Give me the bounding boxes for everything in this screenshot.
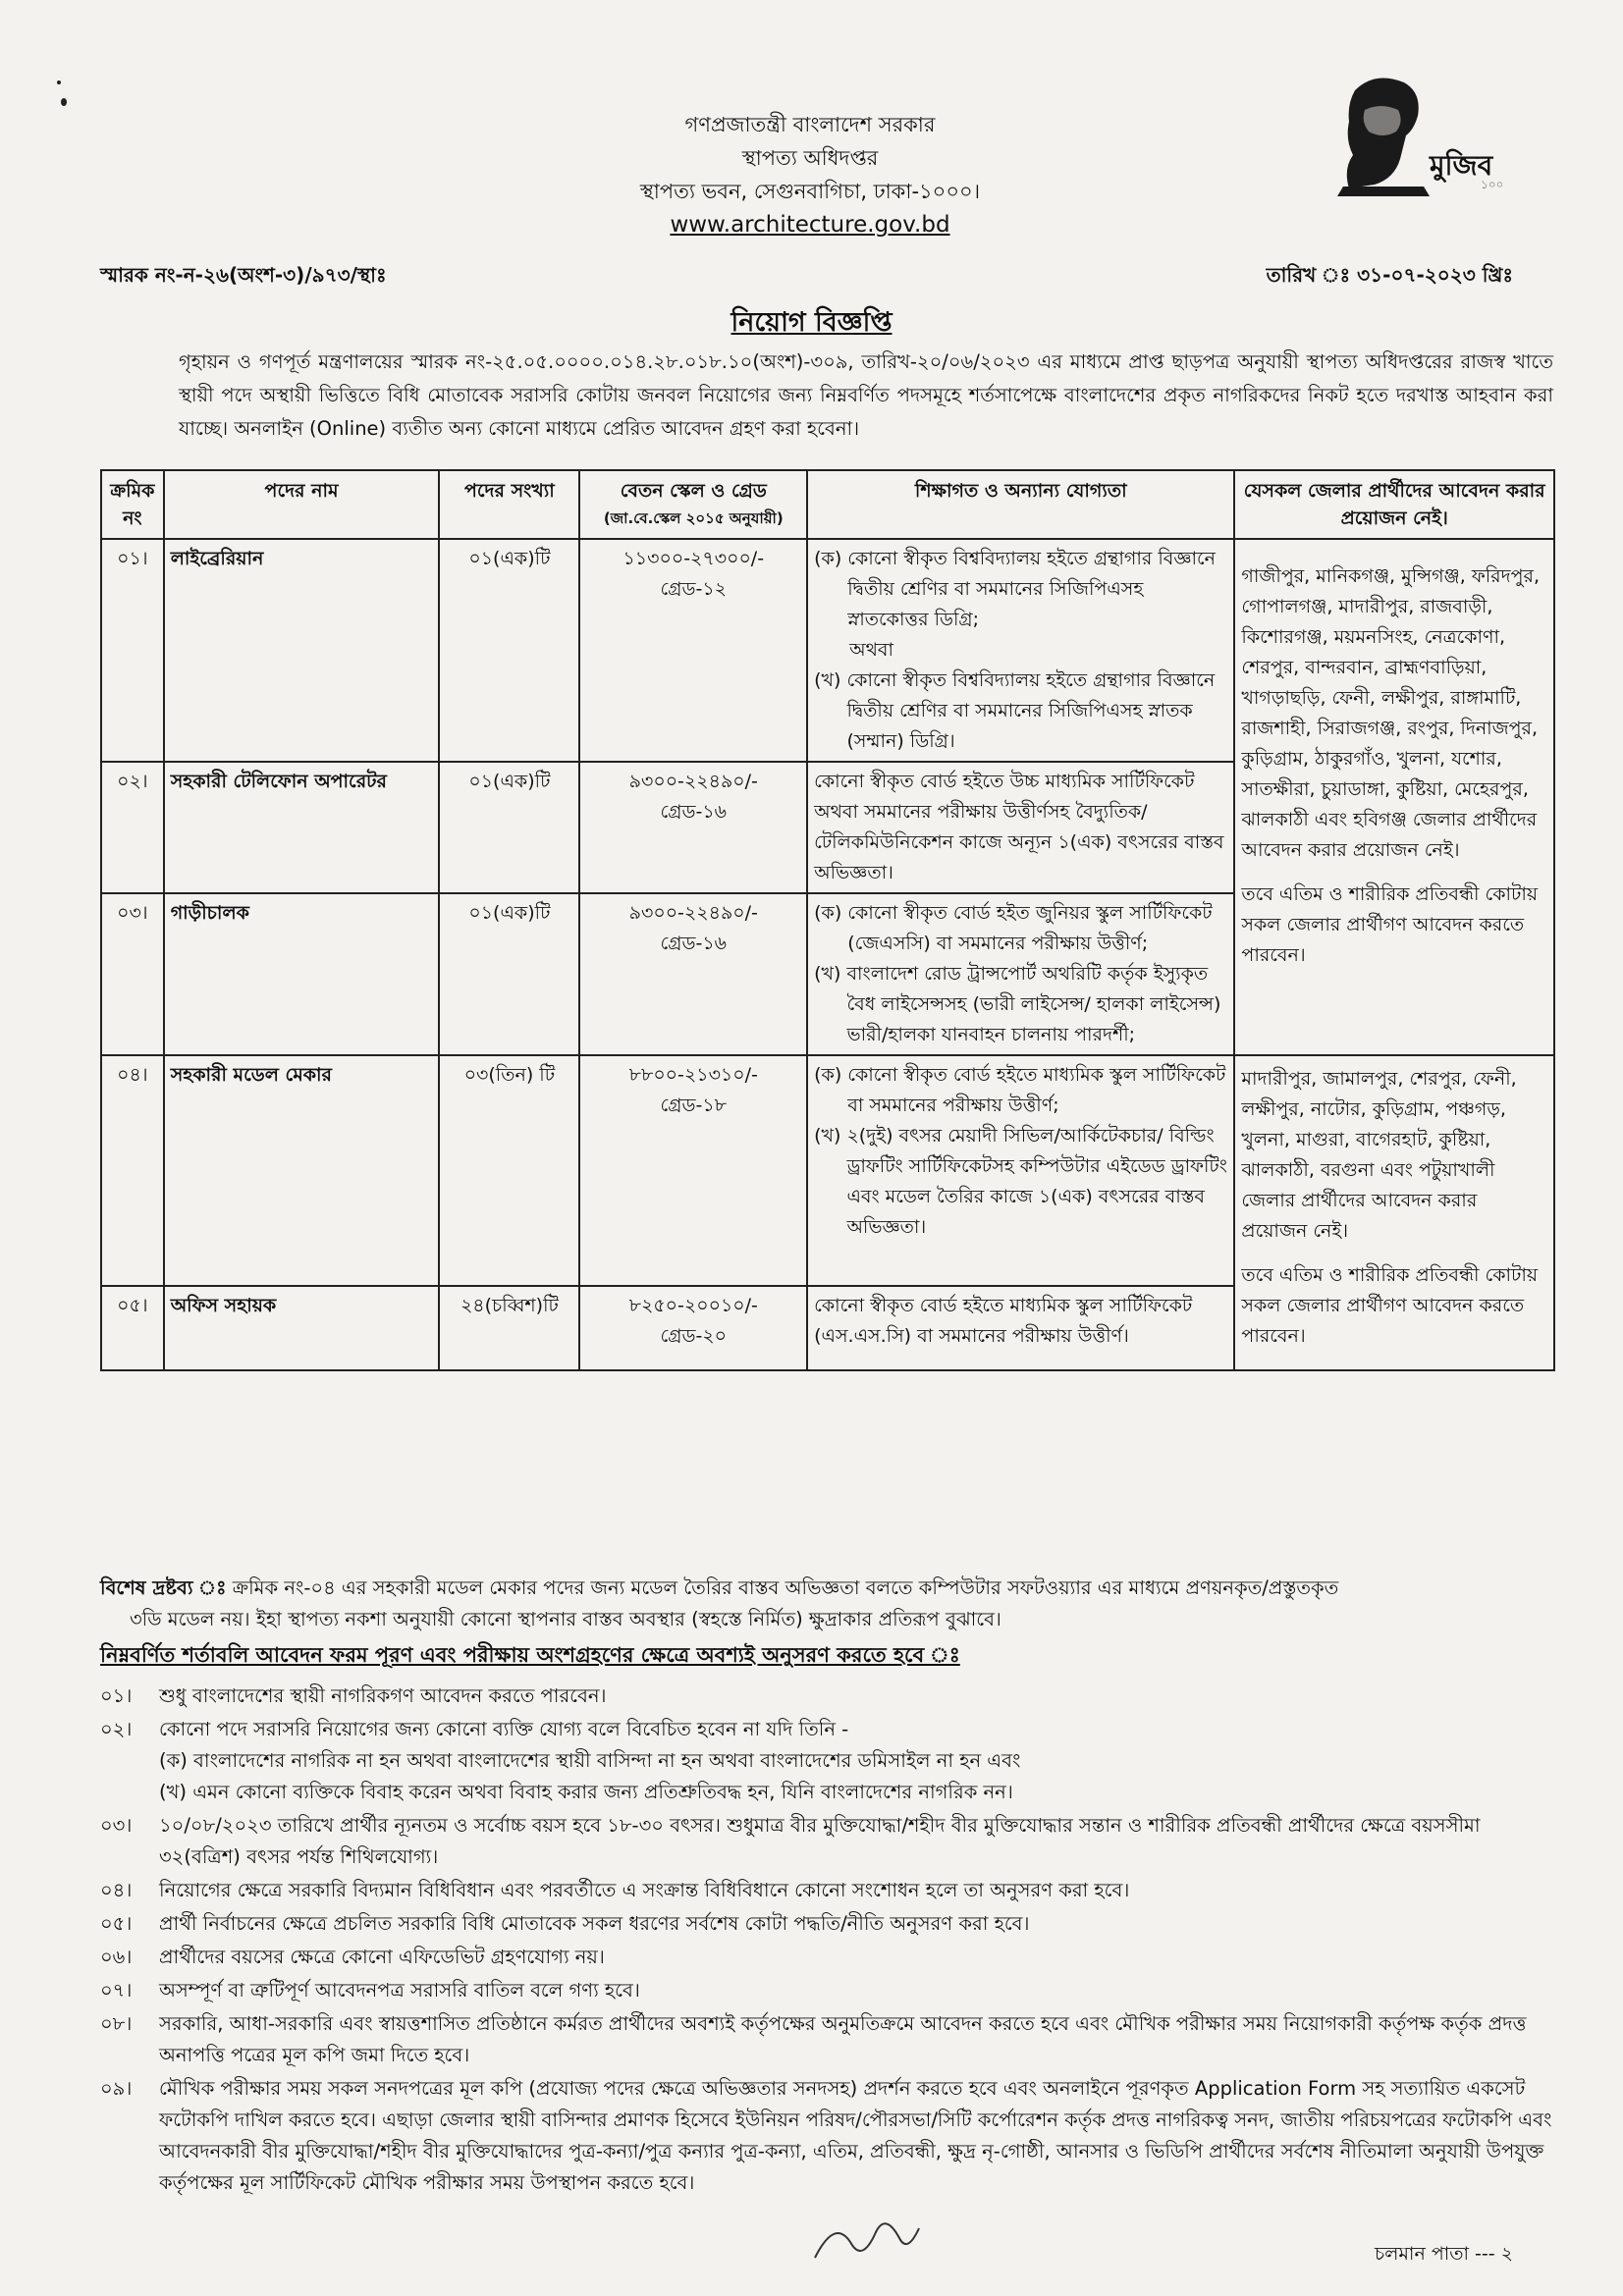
qualification-item <box>814 635 1227 666</box>
condition-number: ০৮। <box>100 2012 133 2035</box>
row-serial: ০৩। <box>101 893 164 1055</box>
pay-grade: গ্রেড-১৮ <box>660 1095 727 1116</box>
table-row <box>101 539 1554 762</box>
col-header-pay <box>579 470 807 539</box>
pay-header-sub: (জা.বে.স্কেল ২০১৫ অনুযায়ী) <box>603 509 784 527</box>
condition-item <box>100 2073 1553 2199</box>
office-address: স্থাপত্য ভবন, সেগুনবাগিচা, ঢাকা-১০০০। <box>639 180 981 203</box>
condition-number: ০১। <box>100 1684 133 1707</box>
row-post-count: ০১(এক)টি <box>439 893 579 1055</box>
speck-mark <box>61 98 67 106</box>
col-header-sl: ক্রমিক নং <box>101 470 164 539</box>
pay-scale-value: ৮৮০০-২১৩১০/- <box>628 1064 758 1086</box>
note-label: বিশেষ দ্রষ্টব্য ঃ <box>100 1576 227 1599</box>
condition-text: প্রার্থী নির্বাচনের ক্ষেত্রে প্রচলিত সরকারি বিধি মোতাবেক সকল ধরণের সর্বশেষ কোটা পদ্ধতি/নীতি অনুসরণ করা হবে। <box>159 1912 1030 1935</box>
row-serial: ০৪। <box>101 1055 164 1286</box>
page-title: নিয়োগ বিজ্ঞপ্তি <box>730 307 893 338</box>
qualification-text: কোনো স্বীকৃত বোর্ড হইতে উচ্চ মাধ্যমিক সার্টিফিকেট অথবা সমমানের পরীক্ষায় উত্তীর্ণসহ বৈদ্যুতিক/টেলিকমিউনিকেশন কাজে অন্যূন ১(এক) বৎসরের বাস্তব অভিজ্ঞতা। <box>814 771 1224 883</box>
pay-grade: গ্রেড-১৬ <box>660 801 728 823</box>
row-serial: ০২। <box>101 762 164 893</box>
qualification-item <box>814 767 1227 888</box>
condition-item <box>100 1810 1553 1873</box>
condition-body <box>159 1875 1553 1906</box>
condition-item <box>100 1908 1553 1940</box>
row-qualification <box>807 539 1234 762</box>
condition-body <box>159 1714 1553 1808</box>
qualification-key: (ক) <box>814 902 842 924</box>
qualification-text: বাংলাদেশ রোড ট্রান্সপোর্ট অথরিটি কর্তৃক ইস্যুকৃত বৈধ লাইসেন্সসহ (ভারী লাইসেন্স/ হালকা লাইসেন্স) ভারী/হালকা যানবাহন চালনায় পারদর্শী; <box>846 963 1221 1045</box>
continued-label: চলমান পাতা --- ২ <box>1374 2243 1513 2265</box>
conditions-list <box>100 1681 1553 2201</box>
row-post-name: অফিস সহায়ক <box>164 1286 440 1370</box>
row-serial: ০১। <box>101 539 164 762</box>
qualification-text: কোনো স্বীকৃত বোর্ড হইত জুনিয়র স্কুল সার্টিফিকেট (জেএসসি) বা সমমানের পরীক্ষায় উত্তীর্ণ; <box>847 902 1213 954</box>
pay-grade: গ্রেড-২০ <box>660 1324 728 1347</box>
quota-exception-text: তবে এতিম ও শারীরিক প্রতিবন্ধী কোটায় সকল জেলার প্রার্থীগণ আবেদন করতে পারবেন। <box>1241 883 1539 966</box>
condition-body <box>159 1942 1553 1973</box>
row-pay-scale <box>579 1055 807 1286</box>
qualification-text: কোনো স্বীকৃত বিশ্ববিদ্যালয় হইতে গ্রন্থাগার বিজ্ঞানে দ্বিতীয় শ্রেণির বা সমমানের সিজিপিএসহ স্নাতক (সম্মান) ডিগ্রি। <box>846 669 1216 752</box>
col-header-qual: শিক্ষাগত ও অন্যান্য যোগ্যতা <box>807 470 1234 539</box>
posts-table <box>100 469 1555 1371</box>
pay-grade: গ্রেড-১৬ <box>660 933 728 954</box>
row-qualification <box>807 1286 1234 1370</box>
condition-number: ০৫। <box>100 1912 133 1935</box>
qualification-item <box>814 1060 1227 1121</box>
row-serial: ০৫। <box>101 1286 164 1370</box>
condition-number: ০৯। <box>100 2077 133 2100</box>
qualification-key: (ক) <box>814 1064 842 1086</box>
row-pay-scale <box>579 539 807 762</box>
row-excluded-districts <box>1234 539 1554 1055</box>
quota-exception-text: তবে এতিম ও শারীরিক প্রতিবন্ধী কোটায় সকল জেলার প্রার্থীগণ আবেদন করতে পারবেন। <box>1241 1264 1539 1347</box>
condition-number: ০২। <box>100 1718 133 1740</box>
condition-text: প্রার্থীদের বয়সের ক্ষেত্রে কোনো এফিডেভিট গ্রহণযোগ্য নয়। <box>159 1946 605 1968</box>
qualification-item <box>814 544 1227 635</box>
website-link[interactable]: www.architecture.gov.bd <box>670 212 950 238</box>
condition-text: নিয়োগের ক্ষেত্রে সরকারি বিদ্যমান বিধিবিধান এবং পরবর্তীতে এ সংক্রান্ত বিধিবিধানে কোনো সংশোধন হলে তা অনুসরণ করা হবে। <box>159 1879 1130 1901</box>
table-header-row <box>101 470 1554 539</box>
signature-mark <box>805 2199 923 2277</box>
qualification-key: (খ) <box>814 669 841 691</box>
condition-text: মৌখিক পরীক্ষার সময় সকল সনদপত্রের মূল কপি (প্রযোজ্য পদের ক্ষেত্রে অভিজ্ঞতার সনদসহ) প্রদর্শন করতে হবে এবং অনলাইনে পূরণকৃত Application Form সহ সত্যায়িত একসেট ফটোকপি দাখিল করতে হবে। এছাড়া জেলার স্থায়ী বাসিন্দার প্রমাণক হিসেবে ইউনিয়ন পরিষদ/পৌরসভা/সিটি কর্পোরেশন কর্তৃক প্রদত্ত নাগরিকত্ব সনদ, জাতীয় পরিচয়পত্রের ফটোকপি এবং আবেদনকারী বীর মুক্তিযোদ্ধা/শহীদ বীর মুক্তিযোদ্ধাদের পুত্র-কন্যা/পুত্র কন্যার পুত্র-কন্যা, এতিম, প্রতিবন্ধী, ক্ষুদ্র নৃ-গোষ্ঠী, আনসার ও ভিডিপি প্রার্থীদের সর্বশেষ নীতিমালা অনুযায়ী উপযুক্ত কর্তৃপক্ষের মূল সার্টিফিকেট মৌখিক পরীক্ষার সময় উপস্থাপন করতে হবে। <box>159 2077 1552 2194</box>
condition-body <box>159 1810 1553 1873</box>
letterhead <box>412 108 1208 241</box>
condition-item <box>100 1681 1553 1712</box>
memo-date: তারিখ ঃ ৩১-০৭-২০২৩ খ্রিঃ <box>1266 263 1513 287</box>
condition-number: ০৬। <box>100 1946 133 1968</box>
condition-text: ১০/০৮/২০২৩ তারিখে প্রার্থীর ন্যূনতম ও সর্বোচ্চ বয়স হবে ১৮-৩০ বৎসর। শুধুমাত্র বীর মুক্তিযোদ্ধা/শহীদ বীর মুক্তিযোদ্ধার সন্তান ও শারীরিক প্রতিবন্ধী প্রার্থীদের ক্ষেত্রে বয়সসীমা ৩২(বত্রিশ) বৎসর পর্যন্ত শিথিলযোগ্য। <box>159 1814 1481 1868</box>
row-post-count: ২৪(চব্বিশ)টি <box>439 1286 579 1370</box>
row-post-name: সহকারী টেলিফোন অপারেটর <box>164 762 440 893</box>
note-text-2: ৩ডি মডেল নয়। ইহা স্থাপত্য নকশা অনুযায়ী কোনো স্থাপনার বাস্তব অবস্থার (স্বহস্তে নির্মিত) ক্ষুদ্রাকার প্রতিরূপ বুঝাবে। <box>130 1608 1001 1630</box>
condition-body <box>159 1975 1553 2006</box>
excluded-districts-list: গাজীপুর, মানিকগঞ্জ, মুন্সিগঞ্জ, ফরিদপুর, গোপালগঞ্জ, মাদারীপুর, রাজবাড়ী, কিশোরগঞ্জ, ময়মনসিংহ, নেত্রকোণা, শেরপুর, বান্দরবান, ব্রাহ্মণবাড়িয়া, খাগড়াছড়ি, ফেনী, লক্ষীপুর, রাঙ্গামাটি, রাজশাহী, সিরাজগঞ্জ, রংপুর, দিনাজপুর, কুড়িগ্রাম, ঠাকুরগাঁও, খুলনা, যশোর, সাতক্ষীরা, চুয়াডাঙ্গা, কুষ্টিয়া, মেহেরপুর, ঝালকাঠী এবং হবিগঞ্জ জেলার প্রার্থীদের আবেদন করার প্রয়োজন নেই। <box>1241 565 1540 861</box>
condition-item <box>100 1714 1553 1808</box>
qualification-text: কোনো স্বীকৃত বোর্ড হইতে মাধ্যমিক স্কুল সার্টিফিকেট (এস.এস.সি) বা সমমানের পরীক্ষায় উত্তীর্ণ। <box>814 1294 1193 1347</box>
pay-scale-value: ৮২৫০-২০০১০/- <box>628 1294 758 1316</box>
excluded-districts-list: মাদারীপুর, জামালপুর, শেরপুর, ফেনী, লক্ষীপুর, নাটোর, কুড়িগ্রাম, পঞ্চগড়, খুলনা, মাগুরা, বাগেরহাট, কুষ্টিয়া, ঝালকাঠী, বরগুনা এবং পটুয়াখালী জেলার প্রার্থীদের আবেদন করার প্রয়োজন নেই। <box>1241 1068 1517 1242</box>
col-header-name: পদের নাম <box>164 470 440 539</box>
row-excluded-districts <box>1234 1055 1554 1370</box>
condition-text: কোনো পদে সরাসরি নিয়োগের জন্য কোনো ব্যক্তি যোগ্য বলে বিবেচিত হবেন না যদি তিনি - <box>159 1718 849 1740</box>
intro-paragraph <box>100 346 1553 446</box>
row-qualification <box>807 893 1234 1055</box>
condition-item <box>100 2008 1553 2071</box>
qualification-key: (খ) <box>814 1125 841 1147</box>
row-post-count: ০১(এক)টি <box>439 539 579 762</box>
qualification-item <box>814 898 1227 959</box>
condition-item <box>100 1875 1553 1906</box>
mujib-centenary-logo <box>1335 71 1502 198</box>
condition-body <box>159 2073 1553 2199</box>
condition-item <box>100 1942 1553 1973</box>
condition-body <box>159 1681 1553 1712</box>
logo-text: মুজিব <box>1430 149 1493 182</box>
table-row <box>101 1055 1554 1286</box>
qualification-item <box>814 1121 1227 1243</box>
condition-item <box>100 1975 1553 2006</box>
govt-name: গণপ্রজাতন্ত্রী বাংলাদেশ সরকার <box>684 113 936 136</box>
qualification-key: (ক) <box>814 548 842 569</box>
qualification-text: অথবা <box>849 639 893 661</box>
qualification-key: (খ) <box>814 963 841 985</box>
note-text-1: ক্রমিক নং-০৪ এর সহকারী মডেল মেকার পদের জন্য মডেল তৈরির বাস্তব অভিজ্ঞতা বলতে কম্পিউটার সফটওয়্যার এর মাধ্যমে প্রণয়নকৃত/প্রস্তুতকৃত <box>232 1576 1339 1599</box>
conditions-heading: নিম্নবর্ণিত শর্তাবলি আবেদন ফরম পূরণ এবং পরীক্ষায় অংশগ্রহণের ক্ষেত্রে অবশ্যই অনুসরণ করতে হবে ঃ <box>100 1643 960 1667</box>
row-qualification <box>807 762 1234 893</box>
condition-body <box>159 1908 1553 1940</box>
qualification-text: কোনো স্বীকৃত বোর্ড হইতে মাধ্যমিক স্কুল সার্টিফিকেট বা সমমানের পরীক্ষায় উত্তীর্ণ; <box>847 1064 1226 1116</box>
qualification-text: ২(দুই) বৎসর মেয়াদী সিভিল/আর্কিটেকচার/ বিল্ডিং ড্রাফটিং সার্টিফিকেটসহ কম্পিউটার এইডেড ড্রাফটিং এবং মডেল তৈরির কাজে ১(এক) বৎসরের বাস্তব অভিজ্ঞতা। <box>846 1125 1227 1238</box>
intro-text: গৃহায়ন ও গণপূর্ত মন্ত্রণালয়ের স্মারক নং-২৫.০৫.০০০০.০১৪.২৮.০১৮.১০(অংশ)-৩০৯, তারিখ-২০/০৬/২০২৩ এর মাধ্যমে প্রাপ্ত ছাড়পত্র অনুযায়ী স্থাপত্য অধিদপ্তরের রাজস্ব খাতে স্থায়ী পদে অস্থায়ী ভিত্তিতে বিধি মোতাবেক সরাসরি কোটায় জনবল নিয়োগের জন্য নিম্নবর্ণিত পদসমূহে শর্তসাপেক্ষে বাংলাদেশের প্রকৃত নাগরিকদের নিকট হতে দরখাস্ত আহবান করা যাচ্ছে। অনলাইন (Online) ব্যতীত অন্য কোনো মাধ্যমে প্রেরিত আবেদন গ্রহণ করা হবেনা। <box>179 350 1553 440</box>
row-pay-scale <box>579 762 807 893</box>
row-post-name: লাইব্রেরিয়ান <box>164 539 440 762</box>
pay-header-label: বেতন স্কেল ও গ্রেড <box>620 480 767 502</box>
qualification-item <box>814 1291 1227 1352</box>
condition-text: শুধু বাংলাদেশের স্থায়ী নাগরিকগণ আবেদন করতে পারবেন। <box>159 1684 607 1707</box>
pay-grade: গ্রেড-১২ <box>660 578 728 600</box>
condition-text: অসম্পূর্ণ বা ত্রুটিপূর্ণ আবেদনপত্র সরাসরি বাতিল বলে গণ্য হবে। <box>159 1979 640 2002</box>
condition-body <box>159 2008 1553 2071</box>
condition-subitem: (ক) বাংলাদেশের নাগরিক না হন অথবা বাংলাদেশের স্থায়ী বাসিন্দা না হন অথবা বাংলাদেশের ডমিসাইল না হন এবং <box>159 1749 1021 1772</box>
col-header-count: পদের সংখ্যা <box>439 470 579 539</box>
condition-number: ০৩। <box>100 1814 133 1837</box>
speck-mark <box>57 80 61 84</box>
qualification-item <box>814 666 1227 757</box>
pay-scale-value: ১১৩০০-২৭৩০০/- <box>622 548 765 569</box>
special-note <box>100 1573 1563 1635</box>
department-name: স্থাপত্য অধিদপ্তর <box>741 146 879 170</box>
pay-scale-value: ৯৩০০-২২৪৯০/- <box>628 771 758 792</box>
svg-text:১০০: ১০০ <box>1481 178 1502 191</box>
row-pay-scale <box>579 1286 807 1370</box>
row-post-name: গাড়ীচালক <box>164 893 440 1055</box>
col-header-dist: যেসকল জেলার প্রার্থীদের আবেদন করার প্রয়োজন নেই। <box>1234 470 1554 539</box>
condition-subitem: (খ) এমন কোনো ব্যক্তিকে বিবাহ করেন অথবা বিবাহ করার জন্য প্রতিশ্রুতিবদ্ধ হন, যিনি বাংলাদেশের নাগরিক নন। <box>159 1781 1013 1803</box>
row-post-count: ০৩(তিন) টি <box>439 1055 579 1286</box>
condition-text: সরকারি, আধা-সরকারি এবং স্বায়ত্তশাসিত প্রতিষ্ঠানে কর্মরত প্রার্থীদের অবশ্যই কর্তৃপক্ষের অনুমতিক্রমে আবেদন করতে হবে এবং মৌখিক পরীক্ষার সময় নিয়োগকারী কর্তৃপক্ষ কর্তৃক প্রদত্ত অনাপত্তি পত্রের মূল কপি জমা দিতে হবে। <box>159 2012 1527 2066</box>
row-post-name: সহকারী মডেল মেকার <box>164 1055 440 1286</box>
row-qualification <box>807 1055 1234 1286</box>
condition-number: ০৪। <box>100 1879 133 1901</box>
row-pay-scale <box>579 893 807 1055</box>
pay-scale-value: ৯৩০০-২২৪৯০/- <box>628 902 758 924</box>
condition-number: ০৭। <box>100 1979 133 2002</box>
memo-number: স্মারক নং-ন-২৬(অংশ-৩)/৯৭৩/স্থাঃ <box>100 263 387 287</box>
row-post-count: ০১(এক)টি <box>439 762 579 893</box>
qualification-item <box>814 959 1227 1050</box>
qualification-text: কোনো স্বীকৃত বিশ্ববিদ্যালয় হইতে গ্রন্থাগার বিজ্ঞানে দ্বিতীয় শ্রেণির বা সমমানের সিজিপিএসহ স্নাতকোত্তর ডিগ্রি; <box>847 548 1217 630</box>
